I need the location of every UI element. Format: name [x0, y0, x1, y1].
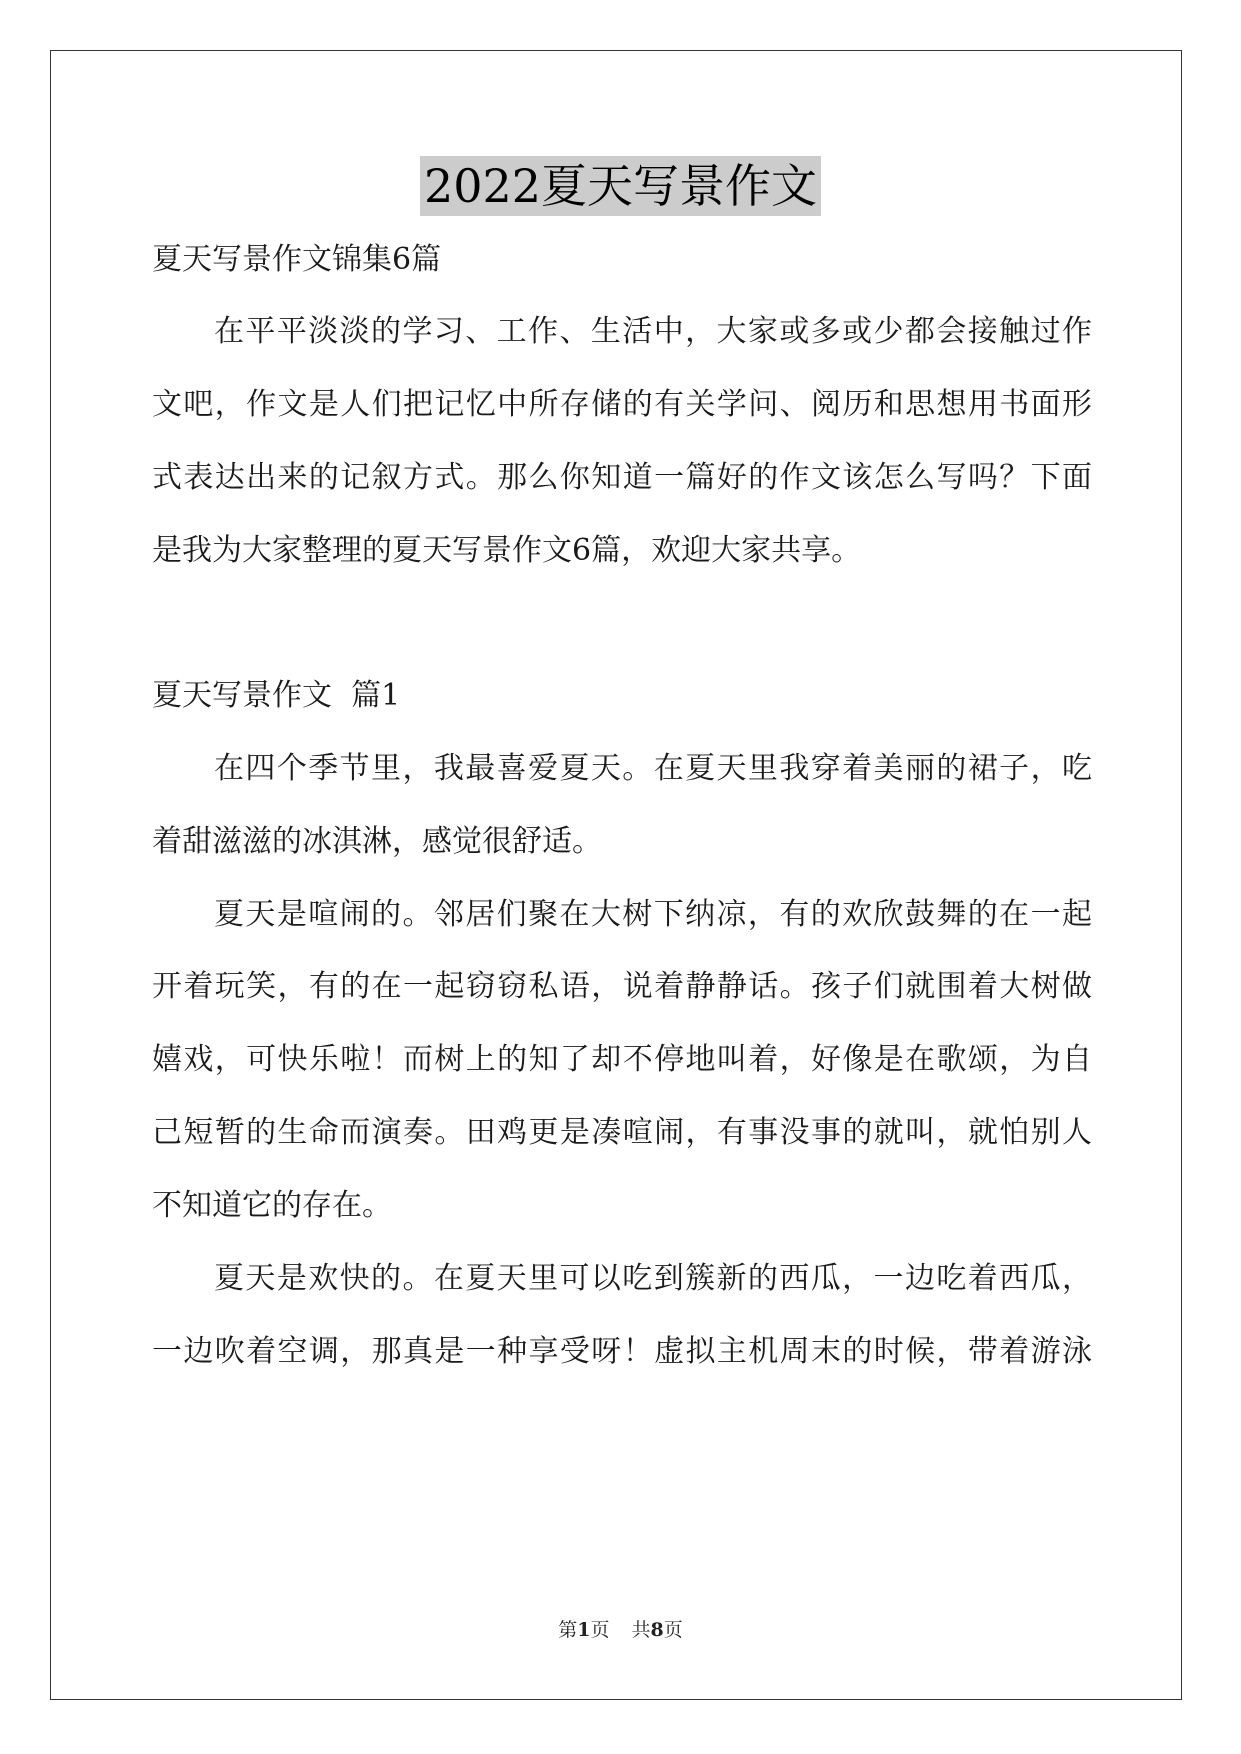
intro-line: 在平平淡淡的学习、工作、生活中，大家或多或少都会接触过作	[214, 314, 1092, 349]
paragraph-line: 不知道它的存在。	[152, 1188, 392, 1223]
paragraph-line: 着甜滋滋的冰淇淋，感觉很舒适。	[152, 824, 602, 859]
page-border	[50, 50, 1182, 1700]
document-title: 2022夏天写景作文	[420, 156, 821, 216]
total-prefix: 共	[631, 1619, 651, 1641]
page-prefix: 第	[558, 1619, 578, 1641]
section-title: 夏天写景作文 篇1	[152, 678, 401, 713]
page-suffix: 页	[590, 1619, 610, 1641]
intro-line: 式表达出来的记叙方式。那么你知道一篇好的作文该怎么写吗？下面	[152, 460, 1092, 495]
intro-line: 是我为大家整理的夏天写景作文6篇，欢迎大家共享。	[152, 533, 862, 568]
current-page-number: 1	[577, 1619, 591, 1641]
total-suffix: 页	[663, 1619, 683, 1641]
paragraph-line: 夏天是欢快的。在夏天里可以吃到簇新的西瓜，一边吃着西瓜，	[214, 1261, 1092, 1296]
total-page-number: 8	[650, 1619, 664, 1641]
title-wrap	[0, 156, 1241, 216]
paragraph-line: 夏天是喧闹的。邻居们聚在大树下纳凉，有的欢欣鼓舞的在一起	[214, 897, 1092, 932]
paragraph-line: 在四个季节里，我最喜爱夏天。在夏天里我穿着美丽的裙子，吃	[214, 751, 1092, 786]
page-footer	[0, 1618, 1241, 1642]
paragraph-line: 开着玩笑，有的在一起窃窃私语，说着静静话。孩子们就围着大树做	[152, 969, 1092, 1004]
paragraph-line: 嬉戏，可快乐啦！而树上的知了却不停地叫着，好像是在歌颂，为自	[152, 1042, 1092, 1077]
document-heading: 夏天写景作文锦集6篇	[152, 242, 442, 277]
intro-line: 文吧，作文是人们把记忆中所存储的有关学问、阅历和思想用书面形	[152, 387, 1092, 422]
paragraph-line: 己短暂的生命而演奏。田鸡更是凑喧闹，有事没事的就叫，就怕别人	[152, 1115, 1092, 1150]
paragraph-line: 一边吹着空调，那真是一种享受呀！虚拟主机周末的时候，带着游泳	[152, 1334, 1092, 1369]
